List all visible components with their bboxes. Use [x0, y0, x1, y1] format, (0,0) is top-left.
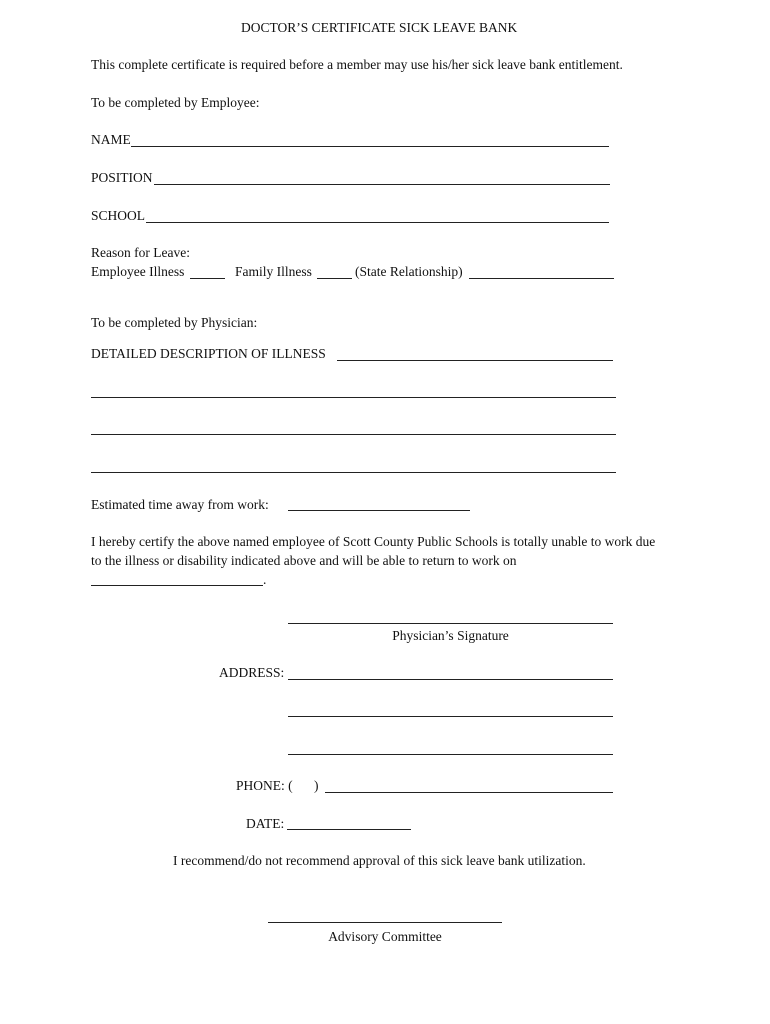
date-label: DATE:: [246, 816, 285, 831]
phone-paren-close: ): [314, 778, 319, 793]
name-label: NAME: [91, 132, 131, 147]
document-title: DOCTOR’S CERTIFICATE SICK LEAVE BANK: [241, 20, 518, 35]
committee-signature-field[interactable]: [268, 922, 502, 923]
employee-illness-field[interactable]: [190, 278, 225, 279]
phone-label: PHONE: (: [236, 778, 293, 793]
family-illness-field[interactable]: [317, 278, 352, 279]
illness-description-field[interactable]: [337, 360, 613, 361]
name-field[interactable]: [131, 146, 609, 147]
illness-description-line-3[interactable]: [91, 434, 616, 435]
certification-line-1: I hereby certify the above named employee of Scott County Public Schools is totally unable to work due: [91, 534, 656, 549]
position-label: POSITION: [91, 170, 153, 185]
employee-illness-label: Employee Illness: [91, 264, 185, 279]
intro-text: This complete certificate is required before a member may use his/her sick leave bank entitlement.: [91, 57, 623, 72]
illness-description-line-2[interactable]: [91, 397, 616, 398]
family-illness-label: Family Illness: [235, 264, 312, 279]
return-date-field[interactable]: [91, 585, 263, 586]
time-away-field[interactable]: [288, 510, 470, 511]
state-relationship-field[interactable]: [469, 278, 614, 279]
time-away-label: Estimated time away from work:: [91, 497, 269, 512]
physician-signature-field[interactable]: [288, 623, 613, 624]
employee-section-heading: To be completed by Employee:: [91, 95, 260, 110]
address-field-3[interactable]: [288, 754, 613, 755]
certification-line-2: to the illness or disability indicated above and will be able to return to work on: [91, 553, 517, 568]
physician-section-heading: To be completed by Physician:: [91, 315, 258, 330]
school-field[interactable]: [146, 222, 609, 223]
committee-caption: Advisory Committee: [328, 929, 442, 944]
date-field[interactable]: [287, 829, 411, 830]
recommendation-text: I recommend/do not recommend approval of this sick leave bank utilization.: [173, 853, 586, 868]
school-label: SCHOOL: [91, 208, 146, 223]
address-field-1[interactable]: [288, 679, 613, 680]
physician-signature-caption: Physician’s Signature: [392, 628, 509, 643]
reason-heading: Reason for Leave:: [91, 245, 190, 260]
return-date-period: .: [263, 572, 267, 587]
state-relationship-label: (State Relationship): [355, 264, 463, 279]
phone-field[interactable]: [325, 792, 613, 793]
illness-description-line-4[interactable]: [91, 472, 616, 473]
address-field-2[interactable]: [288, 716, 613, 717]
illness-description-label: DETAILED DESCRIPTION OF ILLNESS: [91, 346, 326, 361]
address-label: ADDRESS:: [219, 665, 285, 680]
position-field[interactable]: [154, 184, 610, 185]
